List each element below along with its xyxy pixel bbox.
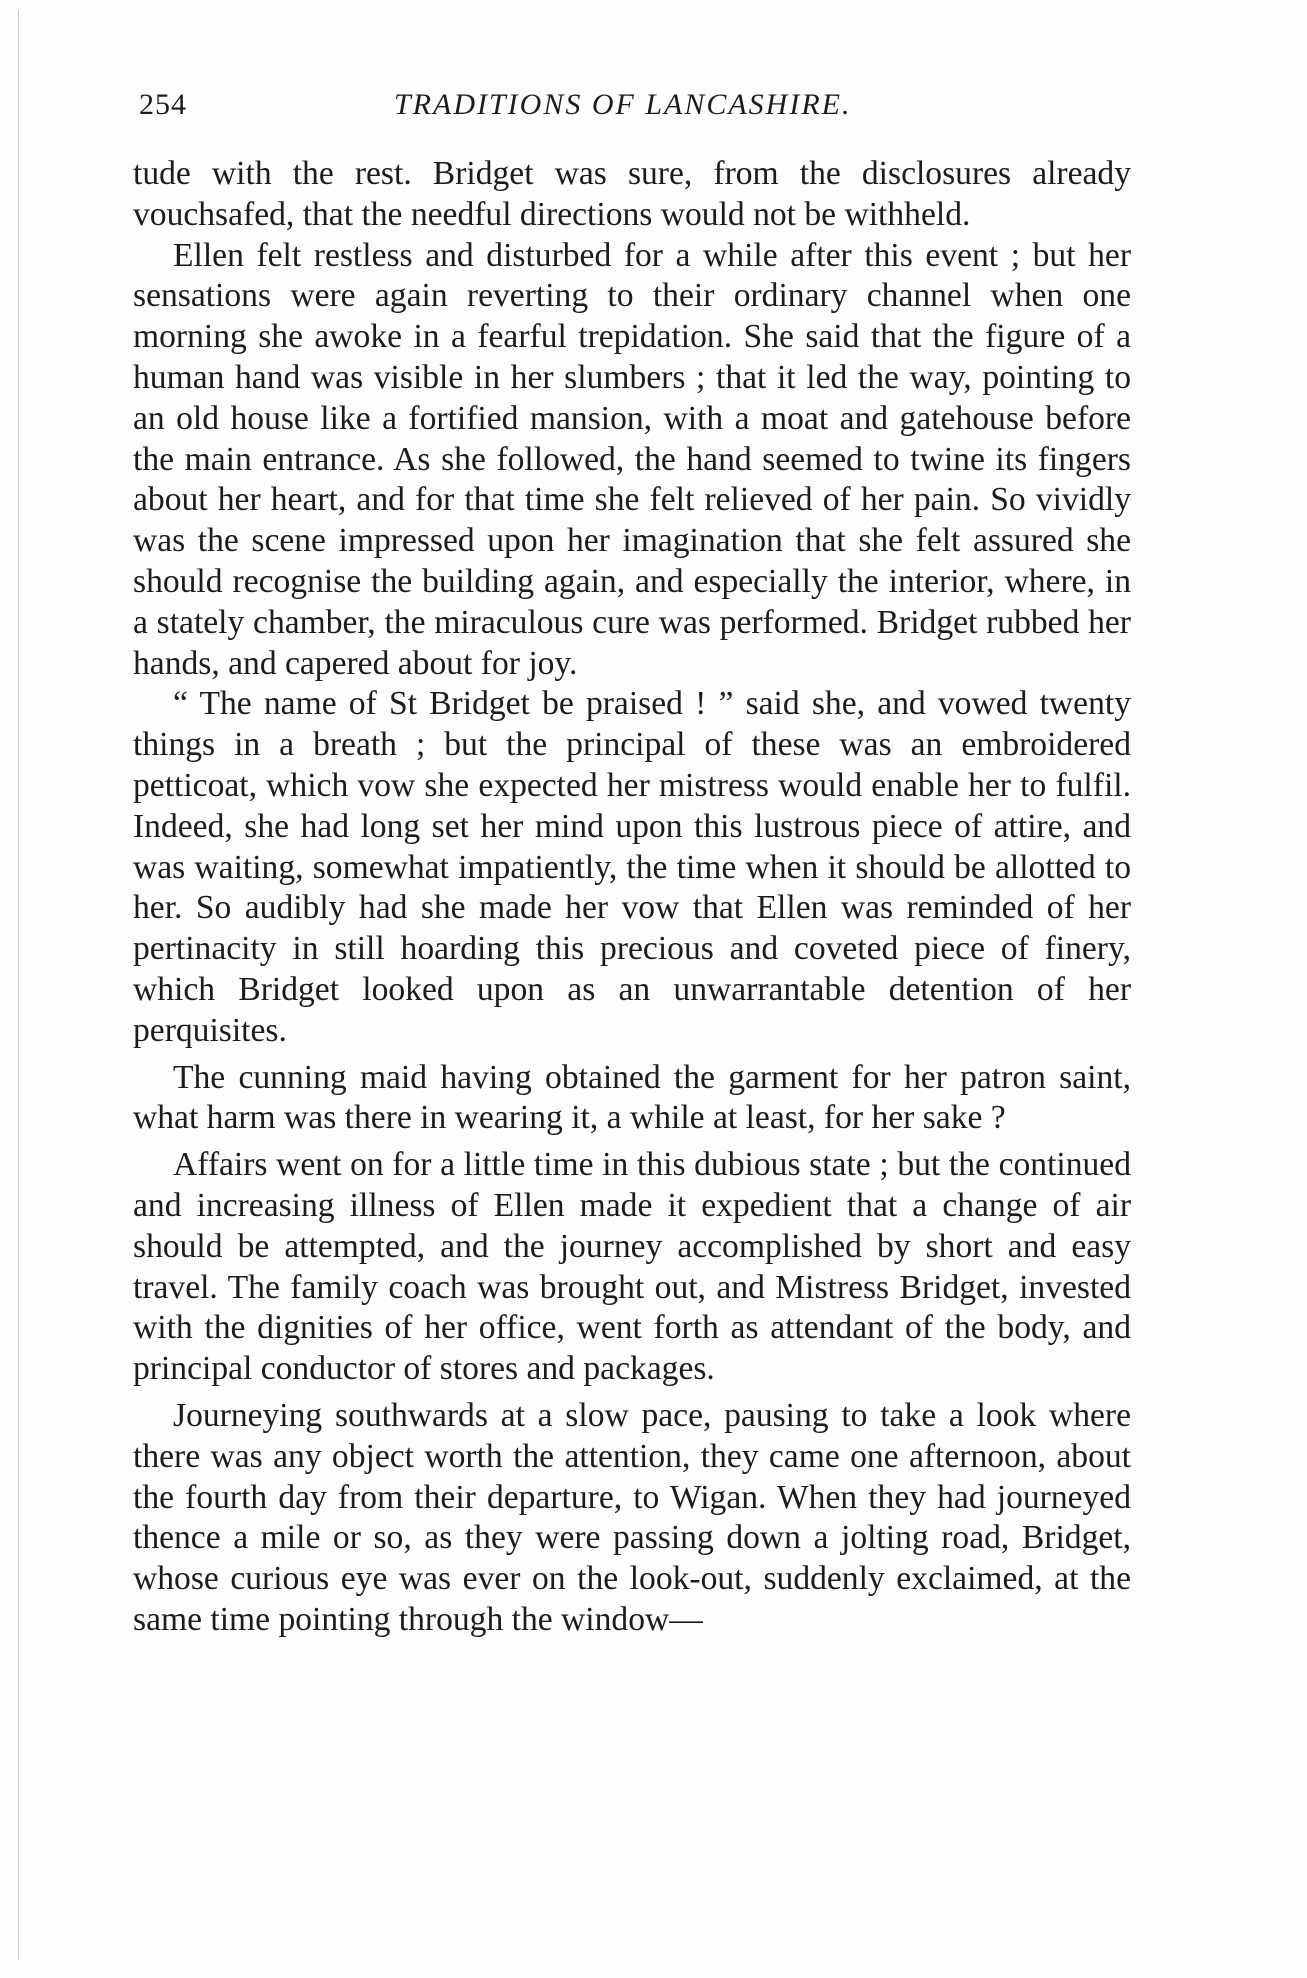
body-text [133, 154, 1131, 1641]
paragraph-6: Journeying southwards at a slow pace, pausing to take a look where there was any object worth the attention, they came one afternoon, about the fourth day from their departure, to Wigan. When they had journeyed thence a mile or so, as they were passing down a jolting road, Bridget, whose curious eye was ever on the look-out, suddenly exclaimed, at the same time pointing through the window— [133, 1396, 1131, 1638]
running-title: TRADITIONS OF LANCASHIRE. [394, 88, 852, 121]
paragraph-2: Ellen felt restless and disturbed for a while after this event ; but her sensations were again reverting to their ordinary channel when one morning she awoke in a fearful trepidation. She said that the figure of a human hand was visible in her slumbers ; that it led the way, pointing to an old house like a fortified mansion, with a moat and gatehouse before the main entrance. As she followed, the hand seemed to twine its fingers about her heart, and for that time she felt relieved of her pain. So vividly was the scene impressed upon her imagination that she felt assured she should recognise the building again, and especially the interior, where, in a stately chamber, the miraculous cure was performed. Bridget rubbed her hands, and capered about for joy. [133, 236, 1131, 682]
page-header [139, 88, 1139, 128]
paragraph-1: tude with the rest. Bridget was sure, from the disclosures already vouchsafed, that the needful directions would not be withheld. [133, 155, 1131, 233]
scan-edge-line [18, 10, 19, 1960]
page-number: 254 [139, 88, 187, 121]
paragraph-3: “ The name of St Bridget be praised ! ” said she, and vowed twenty things in a breath ; but the principal of these was an embroidered petticoat, which vow she expected her mistress would enable her to fulfil. Indeed, she had long set her mind upon this lustrous piece of attire, and was waiting, somewhat impatiently, the time when it should be allotted to her. So audibly had she made her vow that Ellen was reminded of her pertinacity in still hoarding this precious and coveted piece of finery, which Bridget looked upon as an unwarrantable detention of her perquisites. [133, 685, 1131, 1049]
paragraph-5: Affairs went on for a little time in this dubious state ; but the continued and increasing illness of Ellen made it expedient that a change of air should be attempted, and the journey accomplished by short and easy travel. The family coach was brought out, and Mistress Bridget, invested with the dignities of her office, went forth as attendant of the body, and principal conductor of stores and packages. [133, 1146, 1131, 1388]
paragraph-4: The cunning maid having obtained the garment for her patron saint, what harm was there in wearing it, a while at least, for her sake ? [133, 1058, 1131, 1137]
